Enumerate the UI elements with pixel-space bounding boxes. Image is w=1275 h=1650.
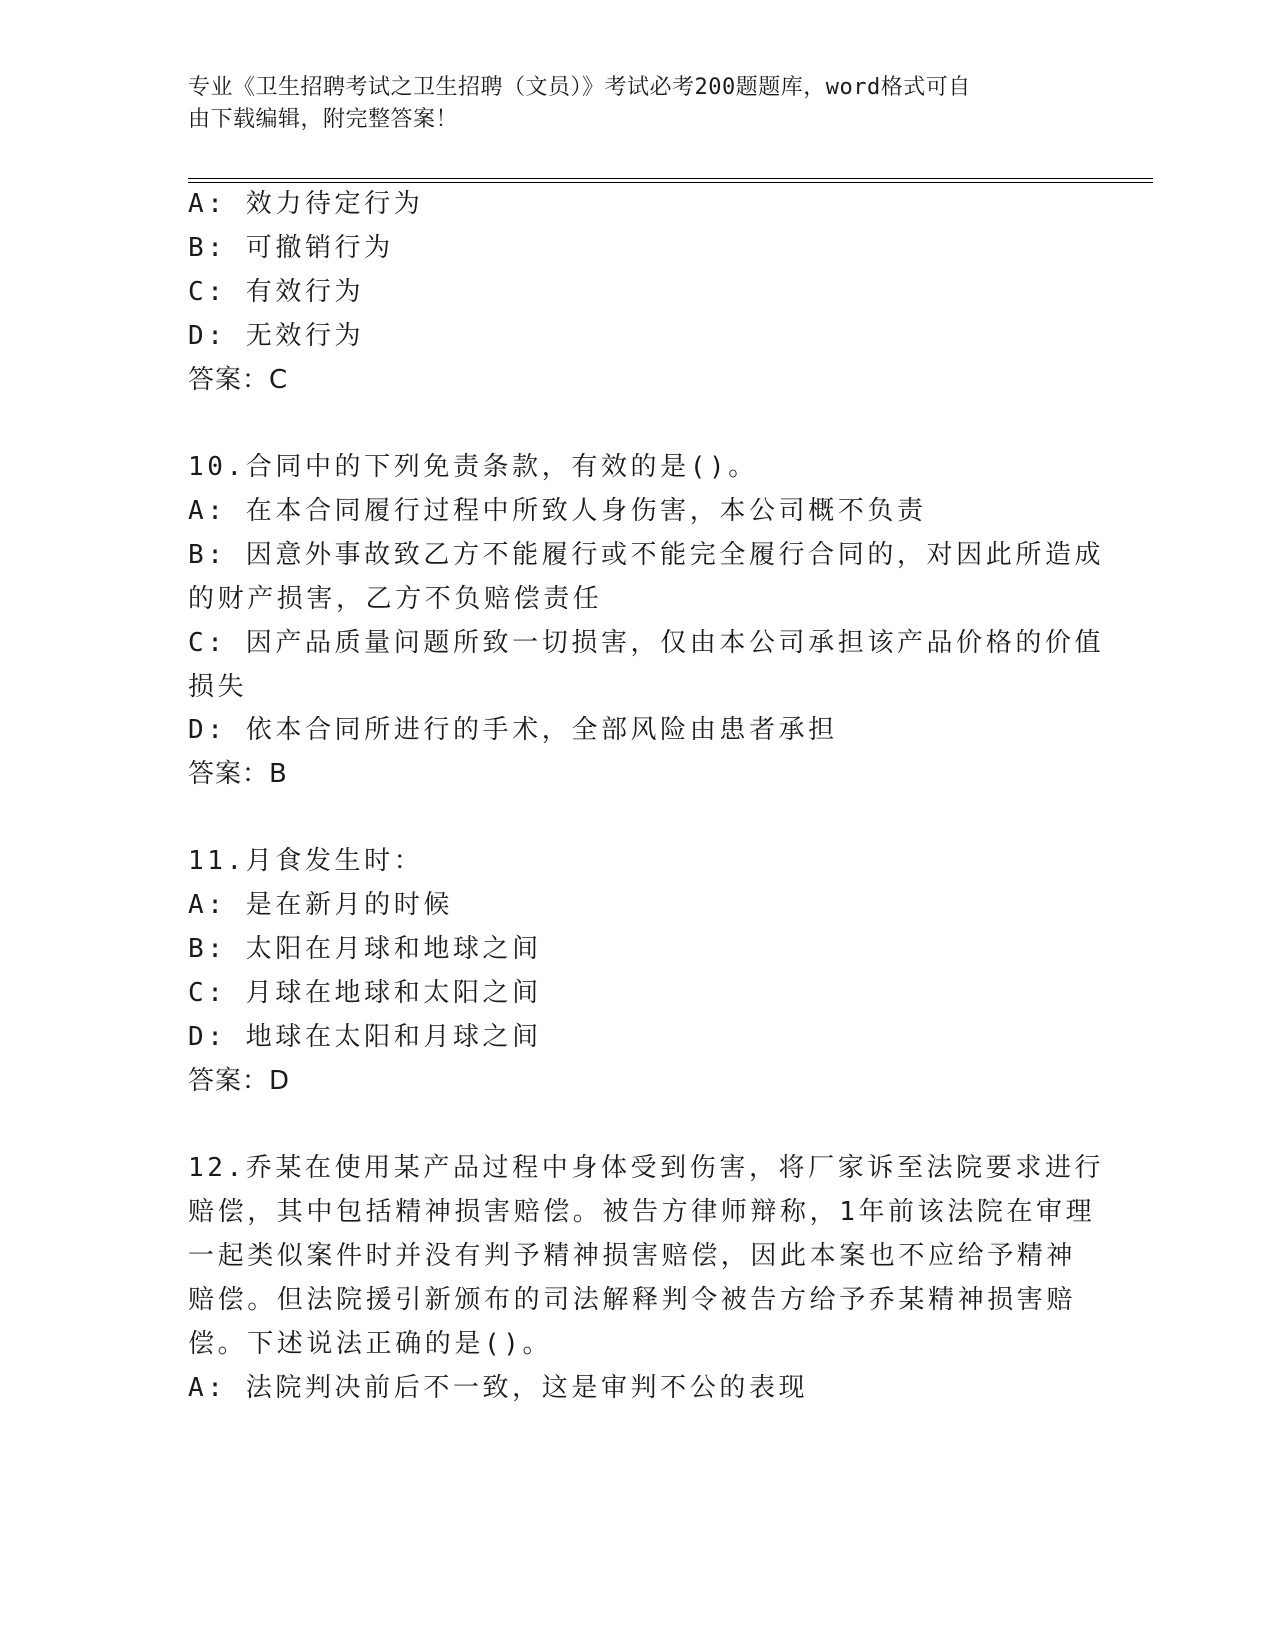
q11-option-c: C: 月球在地球和太阳之间 — [188, 978, 542, 1008]
q10-answer: 答案：B — [188, 759, 288, 789]
header-line-1: 专业《卫生招聘考试之卫生招聘（文员）》考试必考200题题库，word格式可自 — [188, 75, 971, 100]
q11-option-b: B: 太阳在月球和地球之间 — [188, 934, 542, 964]
q11-option-a: A: 是在新月的时候 — [188, 890, 453, 920]
q9-option-c: C: 有效行为 — [188, 277, 365, 307]
q10-option-c-line-1: C: 因产品质量问题所致一切损害，仅由本公司承担该产品价格的价值 — [188, 628, 1105, 658]
header-line-2: 由下载编辑，附完整答案！ — [188, 107, 459, 132]
q12-question-line-4: 赔偿。但法院援引新颁布的司法解释判令被告方给予乔某精神损害赔 — [188, 1285, 1077, 1315]
q10-option-b-line-1: B: 因意外事故致乙方不能履行或不能完全履行合同的，对因此所造成 — [188, 540, 1105, 570]
q10-option-c-line-2: 损失 — [188, 672, 248, 702]
q10-option-d: D: 依本合同所进行的手术，全部风险由患者承担 — [188, 715, 838, 745]
q10-question: 10.合同中的下列免责条款，有效的是()。 — [188, 452, 758, 482]
q12-option-a: A: 法院判决前后不一致，这是审判不公的表现 — [188, 1373, 809, 1403]
q9-answer: 答案：C — [188, 365, 289, 395]
q12-question-line-1: 12.乔某在使用某产品过程中身体受到伤害，将厂家诉至法院要求进行 — [188, 1153, 1105, 1183]
q10-option-a: A: 在本合同履行过程中所致人身伤害，本公司概不负责 — [188, 496, 927, 526]
q9-option-d: D: 无效行为 — [188, 321, 365, 351]
q11-answer: 答案：D — [188, 1066, 291, 1096]
q9-option-a: A: 效力待定行为 — [188, 189, 424, 219]
q11-option-d: D: 地球在太阳和月球之间 — [188, 1022, 542, 1052]
header-divider-top — [188, 178, 1153, 179]
q10-option-b-line-2: 的财产损害，乙方不负赔偿责任 — [188, 584, 603, 614]
document-header — [188, 72, 1068, 136]
q11-question: 11.月食发生时： — [188, 846, 424, 876]
q12-question-line-3: 一起类似案件时并没有判予精神损害赔偿，因此本案也不应给予精神 — [188, 1241, 1077, 1271]
q9-option-b: B: 可撤销行为 — [188, 233, 394, 263]
q12-question-line-5: 偿。下述说法正确的是()。 — [188, 1329, 553, 1359]
q12-question-line-2: 赔偿，其中包括精神损害赔偿。被告方律师辩称，1年前该法院在审理 — [188, 1197, 1096, 1227]
